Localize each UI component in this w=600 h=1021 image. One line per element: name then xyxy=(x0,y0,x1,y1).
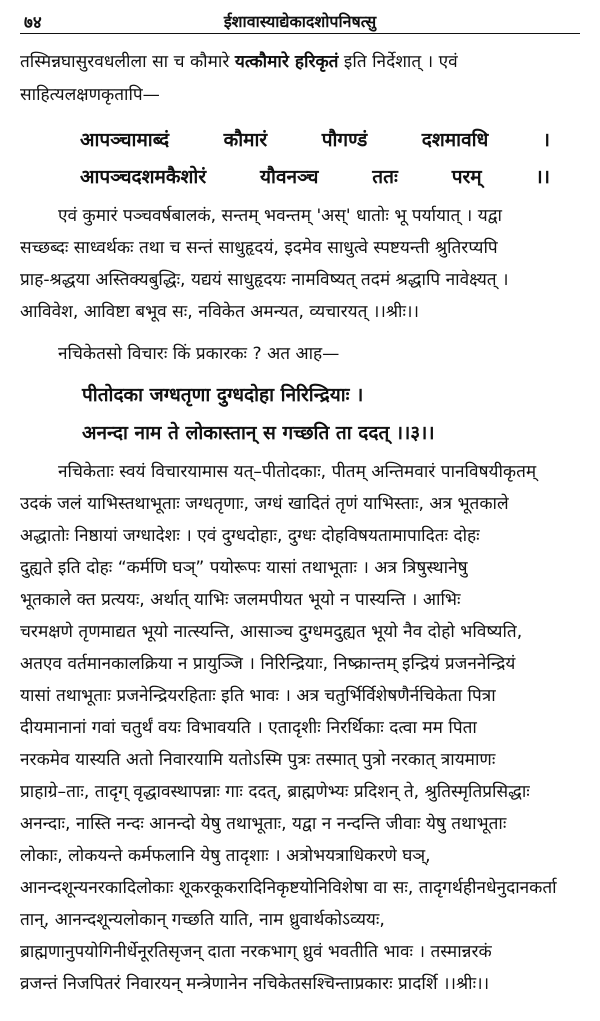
para1-text-c: इति निर्देशात् । एवं xyxy=(338,52,458,72)
verse-word: परम् xyxy=(451,166,482,188)
para1-line-1 xyxy=(20,46,580,78)
para4-line-13: लोकाः, लोकयन्ते कर्मफलानि येषु तादृशाः । अत्रोभयत्राधिकरणे घञ्, xyxy=(20,846,431,866)
para1-line-2: साहित्यलक्षणकृतापि— xyxy=(20,85,160,105)
verse-word: ततः xyxy=(372,166,398,188)
para1-text-a: तस्मिन्नघासुरवधलीला सा च कौमारे xyxy=(20,52,235,72)
para4-line-10: नरकमेव यास्यति अतो निवारयामि यतोऽस्मि पुत्रः तस्मात् पुत्रो नरकात् त्रायमाणः xyxy=(20,750,496,770)
para4-line-12: अनन्दाः, नास्ति नन्दः आनन्दो येषु तथाभूताः, यद्वा न नन्दन्ति जीवाः येषु तथाभूताः xyxy=(20,814,507,834)
header-rule xyxy=(20,33,580,34)
para4-line-17: व्रजन्तं निजपितरं निवारयन् मन्त्रेणानेन नचिकेतसश्चिन्ताप्रकारः प्रादर्शि ।।श्रीः।। xyxy=(20,974,490,994)
verse-danda: । xyxy=(542,129,550,151)
page-number: ७४ xyxy=(24,13,42,33)
para3-line: नचिकेतसो विचारः किं प्रकारकः ? अत आह— xyxy=(58,344,340,364)
para4-line-14: आनन्दशून्यनरकादिलोकाः शूकरकूकरादिनिकृष्टयोनिविशेषा वा सः, तादृगर्थहीनधेनुदानकर्ता xyxy=(20,878,557,898)
verse-danda: ।। xyxy=(535,166,550,188)
para4-line-5: भूतकाले क्त प्रत्ययः, अर्थात् याभिः जलमपीयत भूयो न पास्यन्ति । आभिः xyxy=(20,590,461,610)
verse-word: दशमावधि xyxy=(421,129,489,151)
verse-word: पौगण्डं xyxy=(321,129,368,151)
verse-word: आपञ्चामाब्दं xyxy=(80,129,170,151)
verse-word: कौमारं xyxy=(223,129,268,151)
para1-bold-quote: यत्कौमारे हरिकृतं xyxy=(234,52,339,72)
running-title: ईशावास्याद्येकादशोपनिषत्सु xyxy=(223,12,377,31)
para4-line-15: तान्, आनन्दशून्यलोकान् गच्छति याति, नाम ध्रुवार्थकोऽव्ययः, xyxy=(20,910,385,930)
para4-line-7: अतएव वर्तमानकालक्रिया न प्रायुञ्जि । निरिन्द्रियाः, निष्क्रान्तम् इन्द्रियं प्रजननेन्द्रियं xyxy=(20,654,516,674)
verse1-line-1 xyxy=(80,123,550,157)
para4-line-6: चरमक्षणे तृणमाद्यत भूयो नात्स्यन्ति, आसाञ्च दुग्धमदुह्यत भूयो नैव दोहो भविष्यति, xyxy=(20,622,523,642)
para2-line-4: आविवेश, आविष्टा बभूव सः, नविकेत अमन्यत, व्यचारयत् ।।श्रीः।। xyxy=(20,302,420,322)
para4-line-8: यासां तथाभूताः प्रजनेन्द्रियरहिताः इति भावः । अत्र चतुर्भिर्विशेषणैर्नचिकेता पित्रा xyxy=(20,686,496,706)
para4-line-4: दुह्यते इति दोहः “कर्मणि घञ्” पयोरूपः यासां तथाभूताः । अत्र त्रिषुस्थानेषु xyxy=(20,558,468,578)
para4-line-11: प्राहाग्रे–ताः, तादृग् वृद्धावस्थापन्नाः गाः ददत्, ब्राह्मणेभ्यः प्रदिशन् ते, श्रुतिस्मृतिप्रसिद्धाः xyxy=(20,782,530,802)
verse2-line-1: पीतोदका जग्धतृणा दुग्धदोहा निरिन्द्रियाः । xyxy=(82,384,364,406)
verse1-line-2 xyxy=(80,160,550,194)
verse-word: यौवनञ्च xyxy=(260,166,319,188)
para4-line-2: उदकं जलं याभिस्तथाभूताः जग्धतृणाः, जग्धं खादितं तृणं याभिस्ताः, अत्र भूतकाले xyxy=(20,494,509,514)
para4-line-16: ब्राह्मणानुपयोगिनीर्धेनूरतिसृजन् दाता नरकभाग् ध्रुवं भवतीति भावः । तस्मान्नरकं xyxy=(20,942,492,962)
para4-line-9: दीयमानानां गवां चतुर्थं वयः विभावयति । एतादृशीः निरर्थिकाः दत्वा मम पिता xyxy=(20,718,477,738)
para2-line-3: प्राह-श्रद्धया अस्तिक्यबुद्धिः, यद्ययं साधुहृदयः नामविष्यत् तदमं श्रद्धापि नावेक्ष्यत् । xyxy=(20,270,509,290)
verse2-line-2: अनन्दा नाम ते लोकास्तान् स गच्छति ता ददत् ।।३।। xyxy=(82,422,435,444)
page-header xyxy=(20,6,580,36)
para4-line-3: अद्धातोः निष्ठायां जग्धादेशः । एवं दुग्धदोहाः, दुग्धः दोहविषयतामापादितः दोहः xyxy=(20,526,480,546)
para4-line-1: नचिकेताः स्वयं विचारयामास यत्–पीतोदकाः, पीतम् अन्तिमवारं पानविषयीकृतम् xyxy=(58,462,537,482)
verse-word: आपञ्चदशमकैशोरं xyxy=(80,166,207,188)
para2-line-1: एवं कुमारं पञ्चवर्षबालकं, सन्तम् भवन्तम् 'अस्' धातोः भू पर्यायात् । यद्वा xyxy=(58,206,503,226)
para2-line-2: सच्छब्दः साध्वर्थकः तथा च सन्तं साधुहृदयं, इदमेव साधुत्वे स्पष्टयन्ती श्रुतिरप्यपि xyxy=(20,238,498,258)
